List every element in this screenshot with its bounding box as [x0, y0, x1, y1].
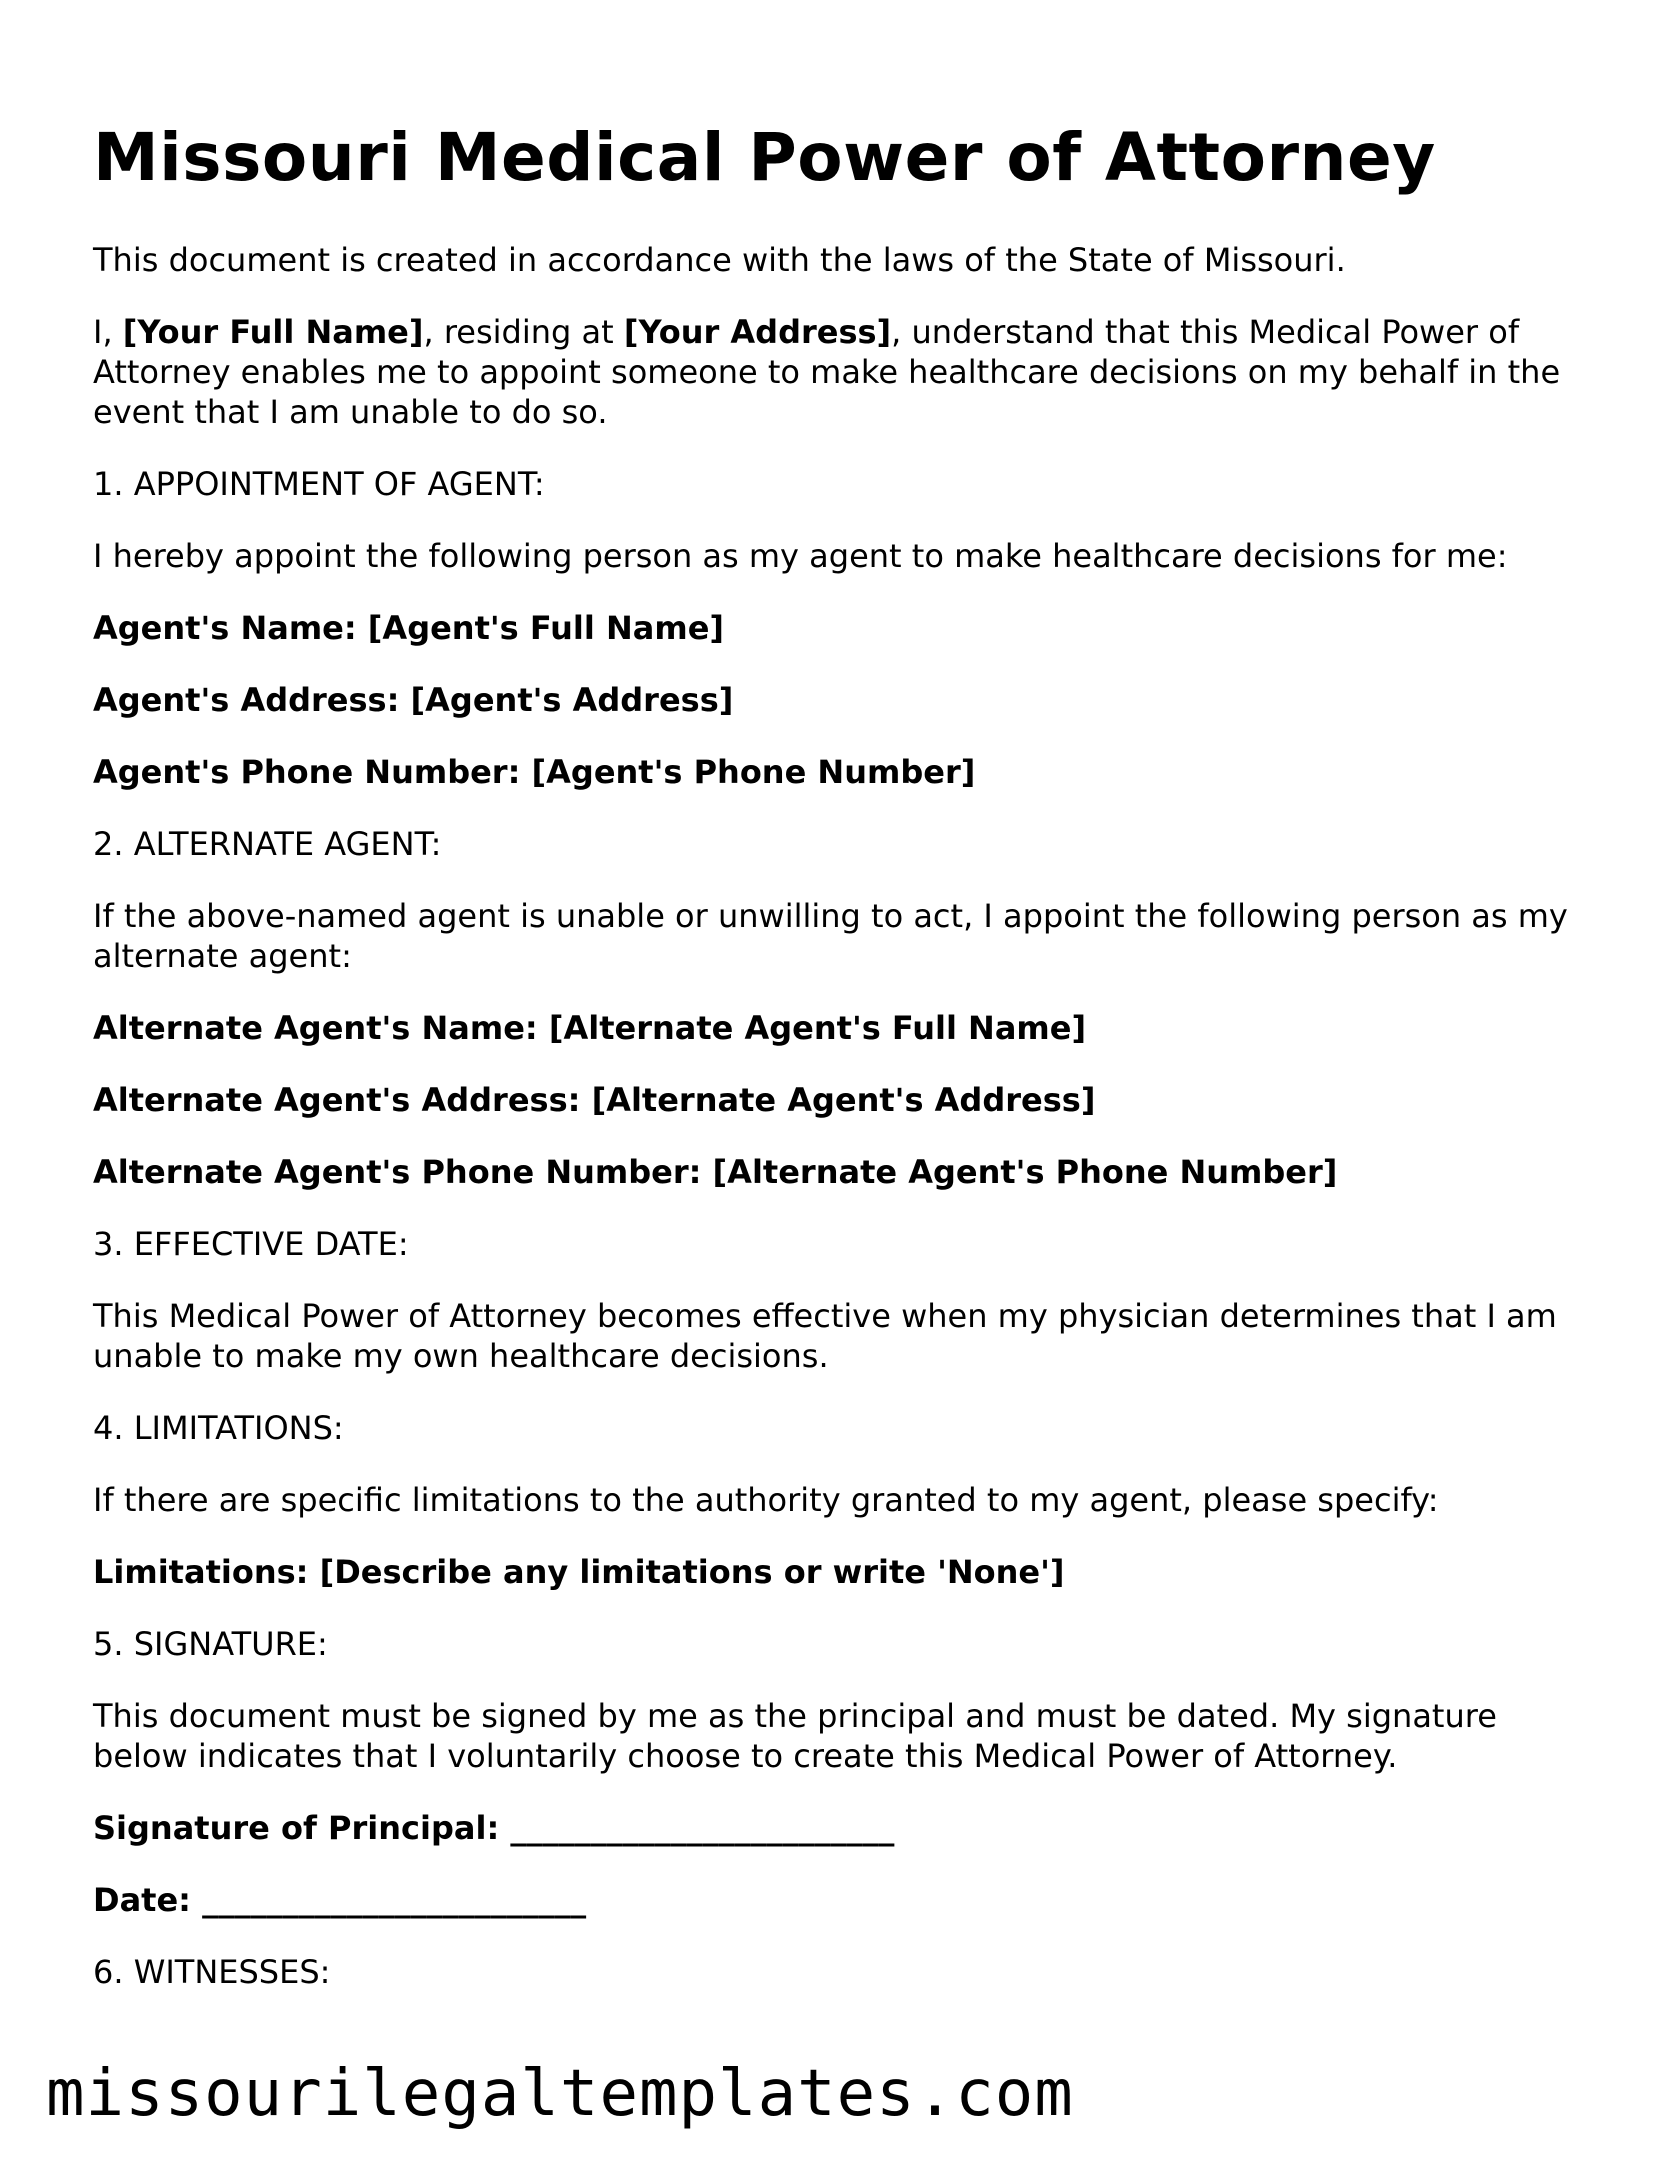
declaration-paragraph [93, 312, 1593, 432]
section5-heading: 5. SIGNATURE: [93, 1625, 328, 1663]
principal-address-placeholder: [Your Address] [623, 313, 892, 351]
principal-signature-line: Signature of Principal: ________________________ [93, 1809, 895, 1847]
section5-text: This document must be signed by me as the principal and must be dated. My signature below indicates that I voluntarily choose to create this Medical Power of Attorney. [93, 1697, 1497, 1775]
section2-heading: 2. ALTERNATE AGENT: [93, 825, 442, 863]
website-watermark: missourilegaltemplates.com [46, 2057, 1074, 2131]
intro-text: This document is created in accordance with the laws of the State of Missouri. [93, 241, 1346, 279]
agent-address-field: Agent's Address: [Agent's Address] [93, 681, 734, 719]
document-page [93, 118, 1593, 2024]
section4-heading: 4. LIMITATIONS: [93, 1409, 344, 1447]
declaration-suffix: , understand that this Medical Power of Attorney enables me to appoint someone to make healthcare decisions on my behalf in the event that I am unable to do so. [93, 313, 1561, 431]
signature-date-line: Date: ________________________ [93, 1881, 587, 1919]
section6-heading: 6. WITNESSES: [93, 1953, 331, 1991]
alternate-agent-phone-field: Alternate Agent's Phone Number: [Alternate Agent's Phone Number] [93, 1153, 1338, 1191]
section1-text: I hereby appoint the following person as my agent to make healthcare decisions for me: [93, 537, 1508, 575]
agent-phone-field: Agent's Phone Number: [Agent's Phone Number] [93, 753, 976, 791]
alternate-agent-name-field: Alternate Agent's Name: [Alternate Agent's Full Name] [93, 1009, 1087, 1047]
section4-text: If there are specific limitations to the authority granted to my agent, please specify: [93, 1481, 1439, 1519]
section2-text: If the above-named agent is unable or unwilling to act, I appoint the following person as my alternate agent: [93, 897, 1568, 975]
section3-heading: 3. EFFECTIVE DATE: [93, 1225, 409, 1263]
declaration-middle: , residing at [423, 313, 624, 351]
section3-text: This Medical Power of Attorney becomes effective when my physician determines that I am unable to make my own healthcare decisions. [93, 1297, 1557, 1375]
alternate-agent-address-field: Alternate Agent's Address: [Alternate Agent's Address] [93, 1081, 1096, 1119]
limitations-field: Limitations: [Describe any limitations or write 'None'] [93, 1553, 1065, 1591]
declaration-prefix: I, [93, 313, 123, 351]
section1-heading: 1. APPOINTMENT OF AGENT: [93, 465, 545, 503]
principal-name-placeholder: [Your Full Name] [122, 313, 424, 351]
document-title: Missouri Medical Power of Attorney [93, 119, 1436, 196]
agent-name-field: Agent's Name: [Agent's Full Name] [93, 609, 725, 647]
